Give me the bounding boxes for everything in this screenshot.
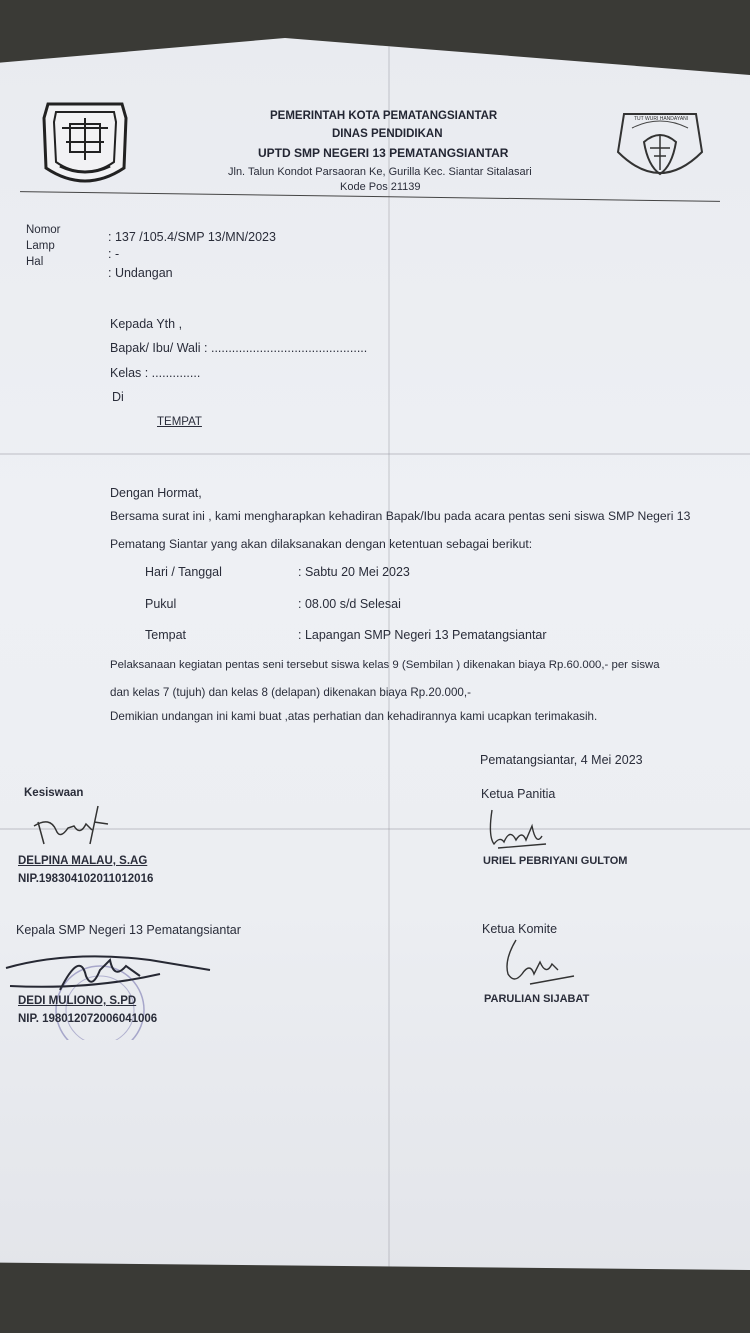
place-date: Pematangsiantar, 4 Mei 2023: [480, 753, 643, 767]
ketua-panitia-signature-icon: [484, 806, 564, 854]
hal-value: : Undangan: [108, 266, 173, 280]
para2-line2: dan kelas 7 (tujuh) dan kelas 8 (delapan) dikenakan biaya Rp.20.000,-: [110, 686, 471, 699]
recipient-di: Di: [112, 390, 124, 404]
greeting: Dengan Hormat,: [110, 486, 202, 500]
recipient-bapak: Bapak/ Ibu/ Wali : .............................................: [110, 341, 368, 355]
fold-crease-horizontal: [0, 453, 750, 455]
recipient-tempat: TEMPAT: [157, 416, 202, 428]
ketua-panitia-name: URIEL PEBRIYANI GULTOM: [483, 855, 628, 867]
kesiswaan-signature-icon: [30, 800, 120, 850]
detail-label-0: Hari / Tanggal: [145, 565, 222, 579]
lamp-label: Lamp: [26, 240, 55, 252]
ketua-komite-name: PARULIAN SIJABAT: [484, 993, 590, 1005]
kepala-nip: NIP. 198012072006041006: [18, 1013, 158, 1025]
ketua-komite-signature-icon: [500, 934, 580, 994]
header-line-3: UPTD SMP NEGERI 13 PEMATANGSIANTAR: [258, 146, 509, 160]
nomor-label: Nomor: [26, 224, 61, 236]
fold-crease-vertical: [388, 38, 390, 1270]
header-address: Jln. Talun Kondot Parsaoran Ke, Gurilla Kec. Siantar Sitalasari: [228, 166, 532, 178]
para1-line2: Pematang Siantar yang akan dilaksanakan dengan ketentuan sebagai berikut:: [110, 537, 533, 551]
lamp-value: : -: [108, 247, 120, 261]
kesiswaan-nip: NIP.198304102011012016: [18, 873, 154, 885]
closing: Demikian undangan ini kami buat ,atas perhatian dan kehadirannya kami ucapkan terimakasih.: [110, 710, 598, 723]
letter-paper: [0, 38, 750, 1270]
recipient-kelas: Kelas : ..............: [110, 366, 201, 380]
kesiswaan-title: Kesiswaan: [24, 787, 84, 799]
header-line-1: PEMERINTAH KOTA PEMATANGSIANTAR: [270, 110, 498, 122]
detail-label-1: Pukul: [145, 597, 177, 611]
detail-label-2: Tempat: [145, 628, 186, 642]
kepala-signature-stamp-icon: [0, 940, 240, 1040]
kesiswaan-name: DELPINA MALAU, S.AG: [18, 855, 148, 867]
hal-label: Hal: [26, 256, 44, 268]
detail-value-0: : Sabtu 20 Mei 2023: [298, 565, 410, 579]
detail-value-1: : 08.00 s/d Selesai: [298, 597, 401, 611]
header-line-2: DINAS PENDIDIKAN: [332, 128, 443, 140]
kepala-title: Kepala SMP Negeri 13 Pematangsiantar: [16, 923, 241, 937]
para1-line1: Bersama surat ini , kami mengharapkan kehadiran Bapak/Ibu pada acara pentas seni siswa SMP Negeri 13: [110, 509, 691, 523]
recipient-kepada: Kepada Yth ,: [110, 317, 183, 331]
ketua-komite-title: Ketua Komite: [482, 922, 558, 936]
logo-motto: TUT WURI HANDAYANI: [634, 116, 689, 122]
ketua-panitia-title: Ketua Panitia: [481, 787, 556, 801]
detail-value-2: : Lapangan SMP Negeri 13 Pematangsiantar: [298, 628, 547, 642]
kepala-name: DEDI MULIONO, S.PD: [18, 995, 137, 1007]
para2-line1: Pelaksanaan kegiatan pentas seni tersebut siswa kelas 9 (Sembilan ) dikenakan biaya Rp.60.000,- per siswa: [110, 659, 660, 671]
nomor-value: : 137 /105.4/SMP 13/MN/2023: [108, 230, 276, 244]
city-emblem-icon: [40, 98, 130, 194]
header-postal: Kode Pos 21139: [340, 181, 421, 193]
